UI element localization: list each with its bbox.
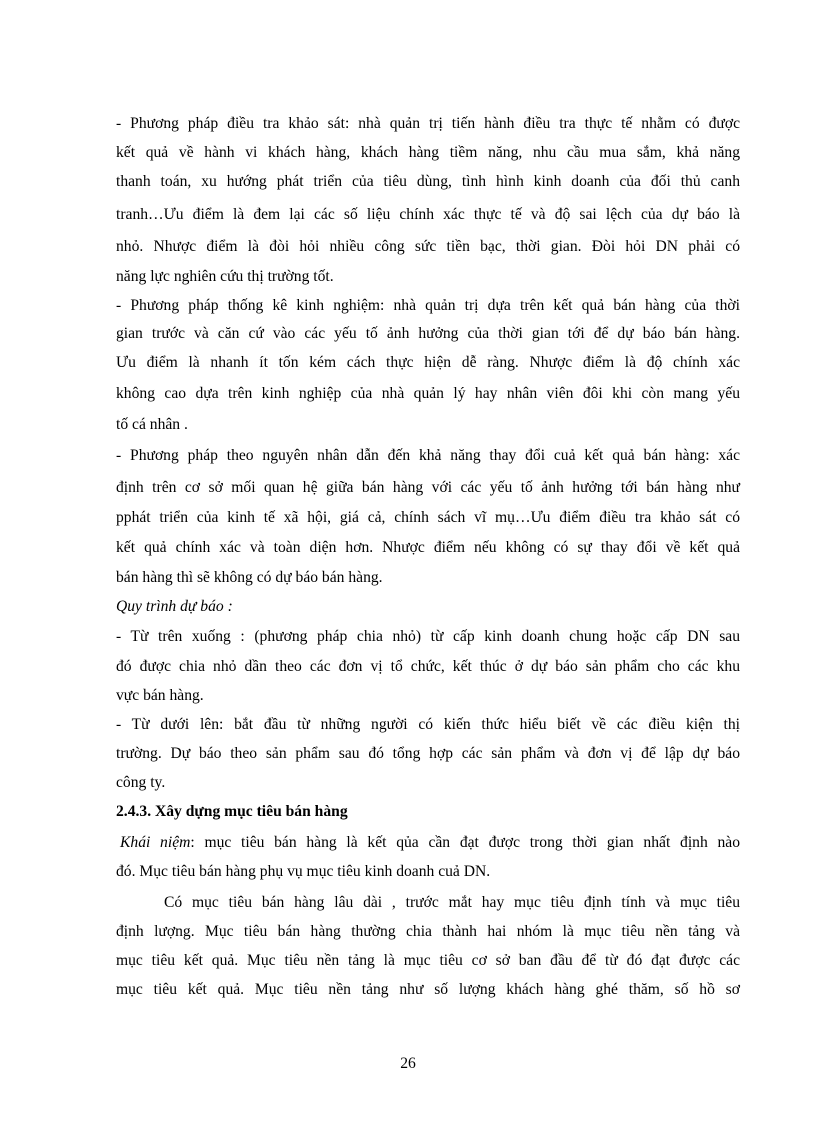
bottom-up-line-1: - Từ dưới lên: bắt đầu từ những người có kiến thức hiểu biết về các điều kiện thị bbox=[116, 716, 740, 733]
objectives-line-1: Có mục tiêu bán hàng lâu dài , trước mắt hay mục tiêu định tính và mục tiêu bbox=[164, 894, 740, 911]
concept-line-2: đó. Mục tiêu bán hàng phụ vụ mục tiêu kinh doanh cuả DN. bbox=[116, 863, 491, 880]
objectives-line-2: định lượng. Mục tiêu bán hàng thường chia thành hai nhóm là mục tiêu nền tảng và bbox=[116, 923, 740, 940]
bottom-up-line-2: trường. Dự báo theo sản phẩm sau đó tổng hợp các sản phẩm và đơn vị để lập dự báo bbox=[116, 745, 740, 762]
method-causal-line-3: pphát triển của kinh tế xã hội, giá cả, chính sách vĩ mụ…Ưu điểm điều tra khảo sát có bbox=[116, 509, 740, 526]
method-experience-line-2: gian trước và căn cứ vào các yếu tố ảnh hưởng của thời gian tới để dự báo bán hàng. bbox=[116, 325, 740, 342]
top-down-line-2: đó được chia nhỏ dần theo các đơn vị tổ chức, kết thúc ở dự báo sản phẩm cho các khu bbox=[116, 658, 740, 675]
concept-line-1 bbox=[120, 828, 740, 857]
page-number: 26 bbox=[400, 1055, 416, 1072]
objectives-line-3: mục tiêu kết quả. Mục tiêu nền tảng là mục tiêu cơ sở ban đầu để từ đó đạt được các bbox=[116, 952, 740, 969]
forecast-process-heading: Quy trình dự báo : bbox=[116, 598, 233, 615]
objectives-line-4: mục tiêu kết quả. Mục tiêu nền tảng như số lượng khách hàng ghé thăm, số hồ sơ bbox=[116, 981, 740, 998]
method-survey-line-4: tranh…Ưu điểm là đem lại các số liệu chính xác thực tế và độ sai lệch của dự báo là bbox=[116, 206, 740, 223]
method-causal-line-5: bán hàng thì sẽ không có dự báo bán hàng. bbox=[116, 569, 383, 586]
method-causal-line-1: - Phương pháp theo nguyên nhân dẫn đến khả năng thay đổi cuả kết quả bán hàng: xác bbox=[116, 447, 740, 464]
concept-text: : mục tiêu bán hàng là kết qủa cần đạt được trong thời gian nhất định nào bbox=[190, 834, 740, 851]
method-survey-line-5: nhỏ. Nhược điểm là đòi hỏi nhiều công sức tiền bạc, thời gian. Đòi hỏi DN phải có bbox=[116, 238, 740, 255]
method-survey-line-3: thanh toán, xu hướng phát triển của tiêu dùng, tình hình kinh doanh của đối thủ canh bbox=[116, 173, 740, 190]
section-heading: 2.4.3. Xây dựng mục tiêu bán hàng bbox=[116, 803, 348, 820]
method-causal-line-4: kết quả chính xác và toàn diện hơn. Nhược điểm nếu không có sự thay đổi về kết quả bbox=[116, 539, 740, 556]
method-experience-line-3: Ưu điểm là nhanh ít tốn kém cách thực hiện dễ ràng. Nhược điểm là độ chính xác bbox=[116, 354, 740, 371]
method-causal-line-2: định trên cơ sở mối quan hệ giữa bán hàng với các yếu tố ảnh hưởng tới bán hàng như bbox=[116, 479, 740, 496]
top-down-line-3: vực bán hàng. bbox=[116, 687, 204, 704]
concept-label: Khái niệm bbox=[120, 834, 191, 851]
method-experience-line-1: - Phương pháp thống kê kinh nghiệm: nhà quản trị dựa trên kết quả bán hàng của thời bbox=[116, 297, 740, 314]
method-survey-line-1: - Phương pháp điều tra khảo sát: nhà quản trị tiến hành điều tra thực tế nhằm có được bbox=[116, 115, 740, 132]
top-down-line-1: - Từ trên xuống : (phương pháp chia nhỏ) từ cấp kinh doanh chung hoặc cấp DN sau bbox=[116, 628, 740, 645]
method-experience-line-4: không cao dựa trên kinh nghiệp của nhà quản lý hay nhân viên đôi khi còn mang yếu bbox=[116, 385, 740, 402]
method-survey-line-2: kết quả về hành vi khách hàng, khách hàng tiềm năng, nhu cầu mua sắm, khả năng bbox=[116, 144, 740, 161]
bottom-up-line-3: công ty. bbox=[116, 774, 166, 791]
method-experience-line-5: tố cá nhân . bbox=[116, 416, 188, 433]
method-survey-line-6: năng lực nghiên cứu thị trường tốt. bbox=[116, 268, 334, 285]
